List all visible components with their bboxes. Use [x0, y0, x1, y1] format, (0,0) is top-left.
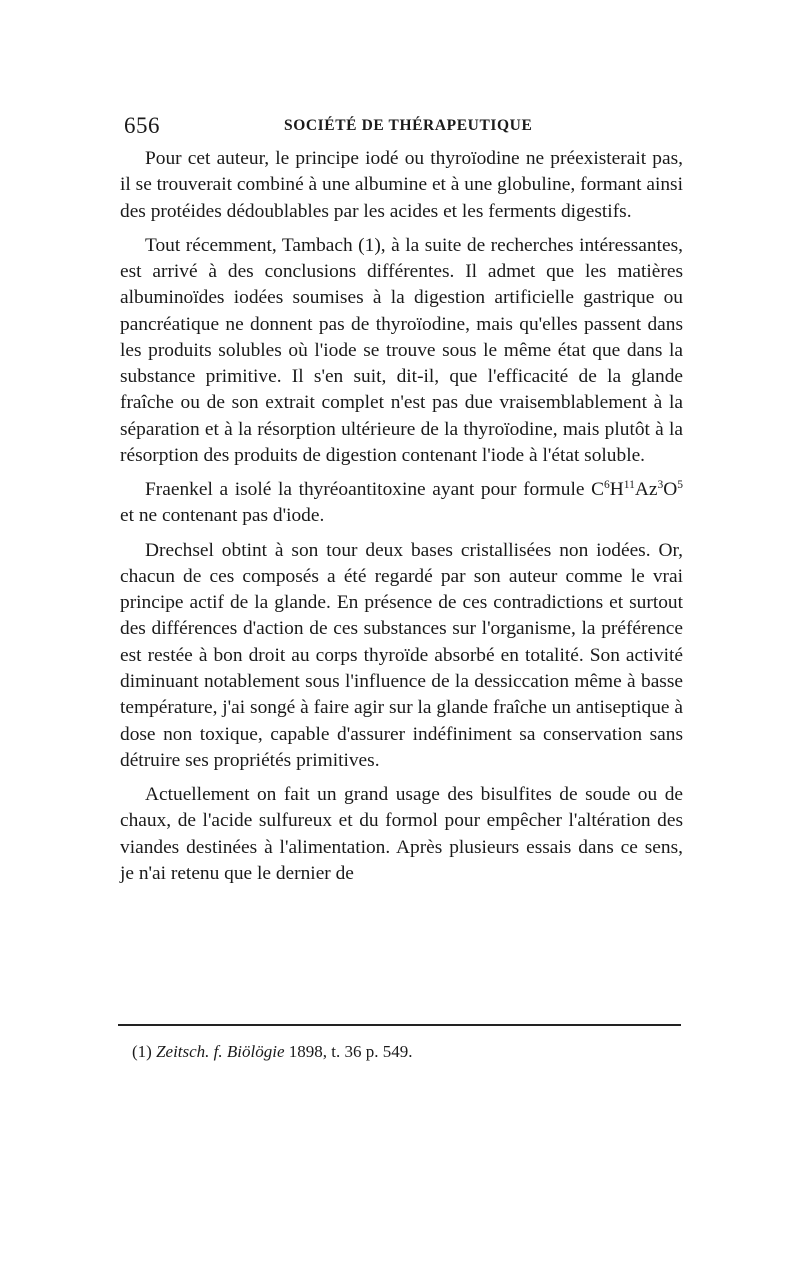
body-text: [120, 146, 683, 895]
formula-intro: Fraenkel a isolé la thyréoantitoxine ayant pour formule: [145, 479, 592, 501]
paragraph: Tout récemment, Tambach (1), à la suite de recherches intéressantes, est arrivé à des conclusions différentes. Il admet que les matières albuminoïdes iodées soumises à la digestion artificielle gastrique ou pancréatique ne donnent pas de thyroïodine, mais qu'elles passent dans les produits solubles où l'iode se trouve sous le même état que dans la substance primitive. Il s'en suit, dit-il, que l'efficacité de la glande fraîche ou de son extrait complet n'est pas due vraisemblablement à la séparation et à la résorption ultérieure de la thyroïodine, mais plutôt à la résorption des produits de digestion contenant l'iode à l'état soluble.: [120, 234, 683, 467]
footnote-divider: [118, 1024, 681, 1026]
formula-outro: et ne contenant pas d'iode.: [120, 505, 325, 527]
footnote-journal: Zeitsch. f. Biölögie: [156, 1042, 285, 1061]
page-header: [124, 113, 680, 143]
paragraph: Actuellement on fait un grand usage des bisulfites de soude ou de chaux, de l'acide sulfureux et du formol pour empêcher l'altération des viandes destinées à l'alimentation. Après plusieurs essais dans ce sens, je n'ai retenu que le dernier de: [120, 784, 683, 884]
footnote: [132, 1041, 413, 1063]
paragraph: Drechsel obtint à son tour deux bases cristallisées non iodées. Or, chacun de ces composés a été regardé par son auteur comme le vrai principe actif de la glande. En présence de ces contradictions et surtout des différences d'action de ces substances sur l'organisme, la préférence est restée à bon droit au corps thyroïde absorbé en totalité. Son activité diminuant notablement sous l'influence de la dessiccation même à basse température, j'ai songé à faire agir sur la glande fraîche un antiseptique à dose non toxique, capable d'assurer indéfiniment sa conservation sans détruire ses propriétés primitives.: [120, 539, 683, 771]
page-number: 656: [124, 113, 160, 138]
paragraph: Pour cet auteur, le principe iodé ou thyroïodine ne préexisterait pas, il se trouverait combiné à une albumine et à une globuline, formant ainsi des protéides dédoublables par les acides et les ferments digestifs.: [120, 148, 683, 222]
chemical-formula: $C^6H^{11}Az^3O^5$: [591, 479, 683, 501]
footnote-marker: (1): [132, 1042, 152, 1061]
running-title: SOCIÉTÉ DE THÉRAPEUTIQUE: [284, 117, 533, 134]
paragraph-formula: [120, 477, 683, 530]
footnote-details: 1898, t. 36 p. 549.: [288, 1042, 413, 1061]
